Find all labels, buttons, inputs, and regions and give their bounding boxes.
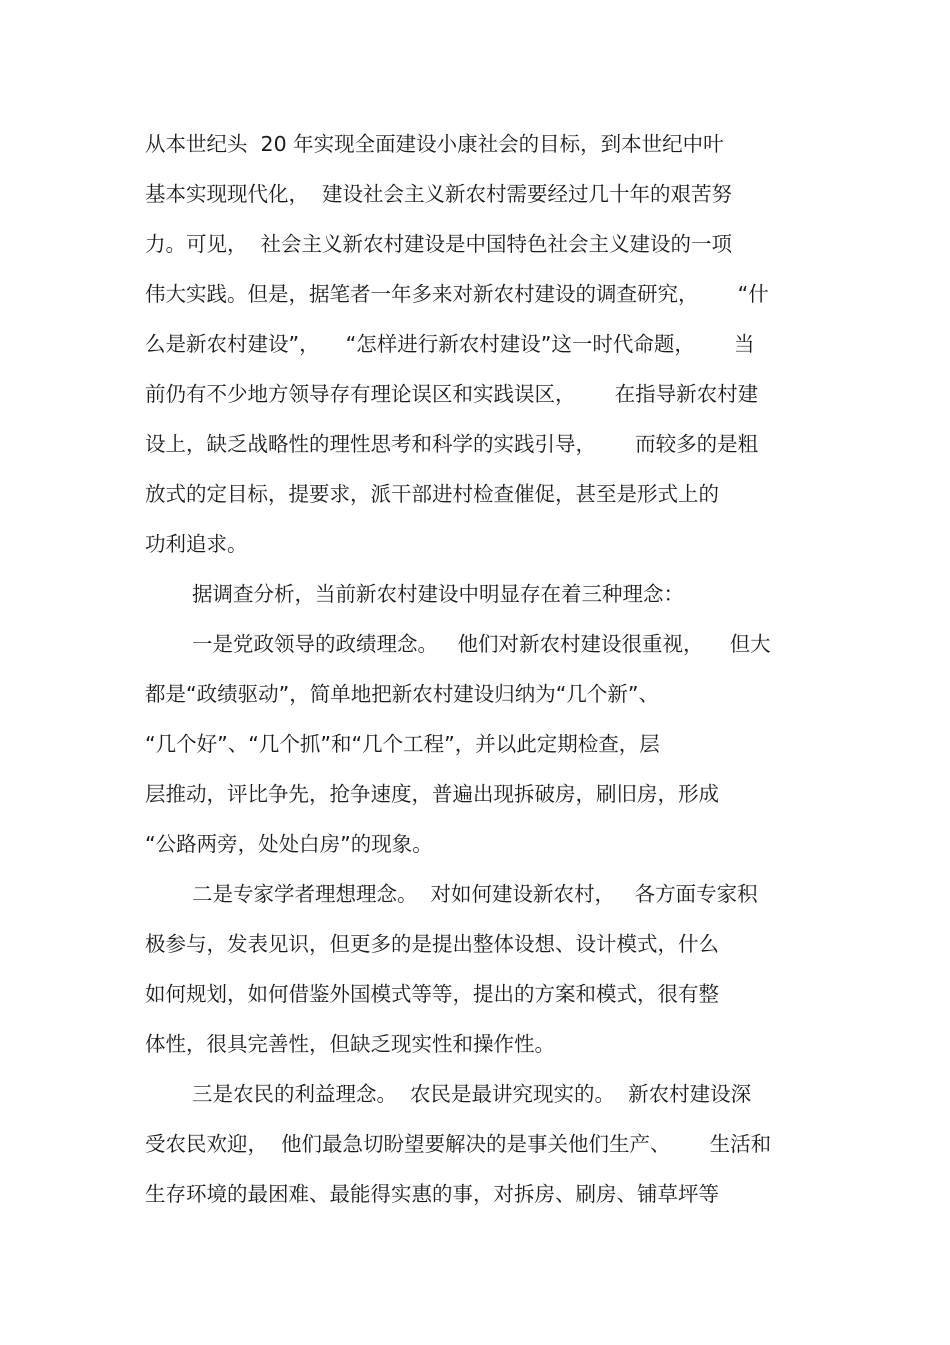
- text-line: 如何规划，如何借鉴外国模式等等，提出的方案和模式，很有整: [145, 982, 719, 1006]
- body-text: [145, 119, 825, 1219]
- text-line: 前仍有不少地方领导存有理论误区和实践误区， 在指导新农村建: [145, 382, 759, 406]
- text-line: 放式的定目标，提要求，派干部进村检查催促，甚至是形式上的: [145, 482, 719, 506]
- paragraph-start-line: 一是党政领导的政绩理念。 他们对新农村建设很重视， 但大: [192, 632, 771, 656]
- text-line: 从本世纪头 20 年实现全面建设小康社会的目标，到本世纪中叶: [145, 132, 724, 156]
- text-line: “几个好”、“几个抓”和“几个工程”，并以此定期检查，层: [145, 732, 660, 756]
- text-line: 设上，缺乏战略性的理性思考和科学的实践引导， 而较多的是粗: [145, 432, 759, 456]
- paragraph-start-line: 三是农民的利益理念。 农民是最讲究现实的。 新农村建设深: [192, 1082, 752, 1106]
- text-line: 层推动，评比争先，抢争速度，普遍出现拆破房，刷旧房，形成: [145, 782, 719, 806]
- text-line: “公路两旁，处处白房”的现象。: [145, 832, 433, 856]
- text-line: 极参与，发表见识，但更多的是提出整体设想、设计模式，什么: [145, 932, 719, 956]
- text-line: 受农民欢迎， 他们最急切盼望要解决的是事关他们生产、 生活和: [145, 1132, 772, 1156]
- text-line: 么是新农村建设”， “怎样进行新农村建设”这一时代命题， 当: [145, 332, 755, 356]
- text-line: 基本实现现代化， 建设社会主义新农村需要经过几十年的艰苦努: [145, 182, 733, 206]
- text-line: 体性，很具完善性，但缺乏现实性和操作性。: [145, 1032, 555, 1056]
- text-line: 功利追求。: [145, 532, 248, 556]
- text-line: 伟大实践。但是，据笔者一年多来对新农村建设的调查研究， “什: [145, 282, 769, 306]
- paragraph-start-line: 据调查分析，当前新农村建设中明显存在着三种理念：: [192, 582, 684, 606]
- paragraph-start-line: 二是专家学者理想理念。 对如何建设新农村， 各方面专家积: [192, 882, 758, 906]
- text-line: 生存环境的最困难、最能得实惠的事，对拆房、刷房、铺草坪等: [145, 1182, 719, 1206]
- text-line: 都是“政绩驱动”，简单地把新农村建设归纳为“几个新”、: [145, 682, 659, 706]
- text-line: 力。可见， 社会主义新农村建设是中国特色社会主义建设的一项: [145, 232, 733, 256]
